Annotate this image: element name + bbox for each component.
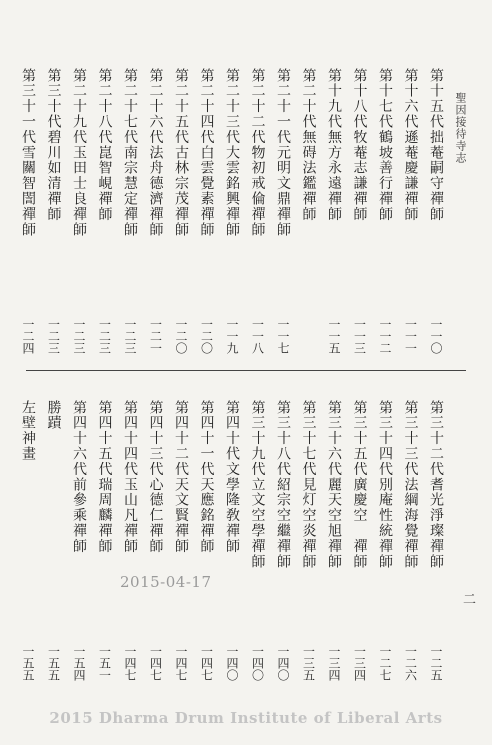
toc-entry-title: 第二十四代白雲覺素禪師 xyxy=(198,68,215,238)
date-stamp: 2015-04-17 xyxy=(120,573,212,591)
toc-entry-page: 一一八 xyxy=(250,318,265,354)
toc-entry-page: 一四〇 xyxy=(276,645,290,681)
toc-entry-title: 第三十三代法綱海覺禪師 xyxy=(402,400,419,570)
toc-entry-page: 一四七 xyxy=(148,645,163,681)
toc-entry-title: 第三十五代廣慶空 禪師 xyxy=(351,400,368,570)
toc-entry-title: 第二十二代物初戒倫禪師 xyxy=(249,68,266,238)
toc-entry-page: 一五一 xyxy=(97,645,112,681)
toc-entry-page: 一二三 xyxy=(97,318,112,354)
toc-entry-title: 左壁神畫 xyxy=(20,400,36,462)
toc-entry-page: 一二三 xyxy=(72,318,86,354)
toc-entry-title: 第四十二代天文賢禪師 xyxy=(173,400,189,554)
toc-entry-title: 第十五代拙菴嗣守禪師 xyxy=(428,68,444,222)
toc-entry-title: 第二十一代元明文鼎禪師 xyxy=(275,68,291,238)
toc-entry-page: 一四七 xyxy=(174,645,188,681)
toc-entry-title: 第三十四代別庵性統禪師 xyxy=(377,400,393,570)
toc-entry-page: 一一七 xyxy=(276,318,290,354)
toc-entry-title: 第三十六代麗天空旭禪師 xyxy=(326,400,342,570)
toc-entry-page: 一四〇 xyxy=(225,645,239,681)
toc-entry-page: 一五五 xyxy=(21,645,35,681)
toc-entry-page: 一二五 xyxy=(429,645,443,681)
toc-entry-title: 第十七代鶴坡善行禪師 xyxy=(377,68,393,222)
toc-entry-title: 第四十三代心德仁禪師 xyxy=(147,400,164,554)
toc-entry-title: 第二十六代法舟德濟禪師 xyxy=(147,68,164,238)
toc-entry-page: 一二七 xyxy=(378,645,392,681)
toc-entry-title: 第三十九代立文空學禪師 xyxy=(249,400,266,570)
toc-entry-page: 一四七 xyxy=(199,645,214,681)
toc-entry-page: 一四七 xyxy=(123,645,137,681)
watermark: 2015 Dharma Drum Institute of Liberal Arts xyxy=(49,709,443,727)
toc-entry-page: 一四〇 xyxy=(250,645,265,681)
toc-entry-page: 一五五 xyxy=(46,645,61,681)
toc-entry-title: 第二十代無碍法鑑禪師 xyxy=(300,68,317,222)
toc-entry-title: 第二十九代玉田士良禪師 xyxy=(71,68,87,238)
toc-entry-title: 第四十一代天應銘禪師 xyxy=(198,400,215,554)
toc-entry-page: 一一〇 xyxy=(429,318,443,354)
toc-entry-title: 第二十八代崑智峴禪師 xyxy=(96,68,113,222)
toc-entry-title: 第二十五代古林宗茂禪師 xyxy=(173,68,189,238)
toc-entry-page: 一一二 xyxy=(378,318,392,354)
folio-number: 二 xyxy=(460,592,475,605)
toc-entry-title: 勝蹟 xyxy=(45,400,62,431)
toc-entry-page: 一一九 xyxy=(225,318,239,354)
toc-entry-title: 第三十七代見灯空炎禪師 xyxy=(300,400,317,570)
toc-entry-page: 一五四 xyxy=(72,645,86,681)
toc-entry-page: 一三四 xyxy=(327,645,341,681)
toc-entry-page: 一二一 xyxy=(148,318,163,354)
toc-entry-title: 第四十六代前參乘禪師 xyxy=(71,400,87,554)
section-divider xyxy=(26,370,466,371)
toc-entry-page: 一一一 xyxy=(403,318,418,354)
toc-entry-page: 一一五 xyxy=(327,318,341,354)
toc-entry-page: 一二三 xyxy=(123,318,137,354)
toc-entry-page: 一三四 xyxy=(352,645,367,681)
toc-entry-page: 一一三 xyxy=(352,318,367,354)
toc-entry-title: 第十八代牧菴志謙禪師 xyxy=(351,68,368,222)
toc-entry-page: 一二〇 xyxy=(199,318,214,354)
toc-entry-page: 一三五 xyxy=(301,645,316,681)
toc-entry-page: 一二三 xyxy=(46,318,61,354)
toc-entry-page: 一二六 xyxy=(403,645,418,681)
toc-entry-title: 第四十五代瑞周麟禪師 xyxy=(96,400,113,554)
toc-entry-title: 第十九代無方永遠禪師 xyxy=(326,68,342,222)
running-head: 聖因接待寺志 xyxy=(454,92,467,164)
toc-entry-title: 第三十二代耆光淨璨禪師 xyxy=(428,400,444,570)
toc-entry-page: 一二四 xyxy=(21,318,35,354)
toc-entry-title: 第二十三代大雲銘興禪師 xyxy=(224,68,240,238)
toc-entry-title: 第二十七代南宗慧定禪師 xyxy=(122,68,138,238)
toc-entry-page: 一二〇 xyxy=(174,318,188,354)
toc-entry-title: 第三十八代紹宗空繼禪師 xyxy=(275,400,291,570)
toc-entry-title: 第三十一代雪關智誾禪師 xyxy=(20,68,36,238)
toc-entry-title: 第十六代遜菴慶謙禪師 xyxy=(402,68,419,222)
toc-entry-title: 第三十代碧川如清禪師 xyxy=(45,68,62,222)
toc-entry-title: 第四十代文學隆敎禪師 xyxy=(224,400,240,554)
toc-entry-title: 第四十四代玉山凡禪師 xyxy=(122,400,138,554)
